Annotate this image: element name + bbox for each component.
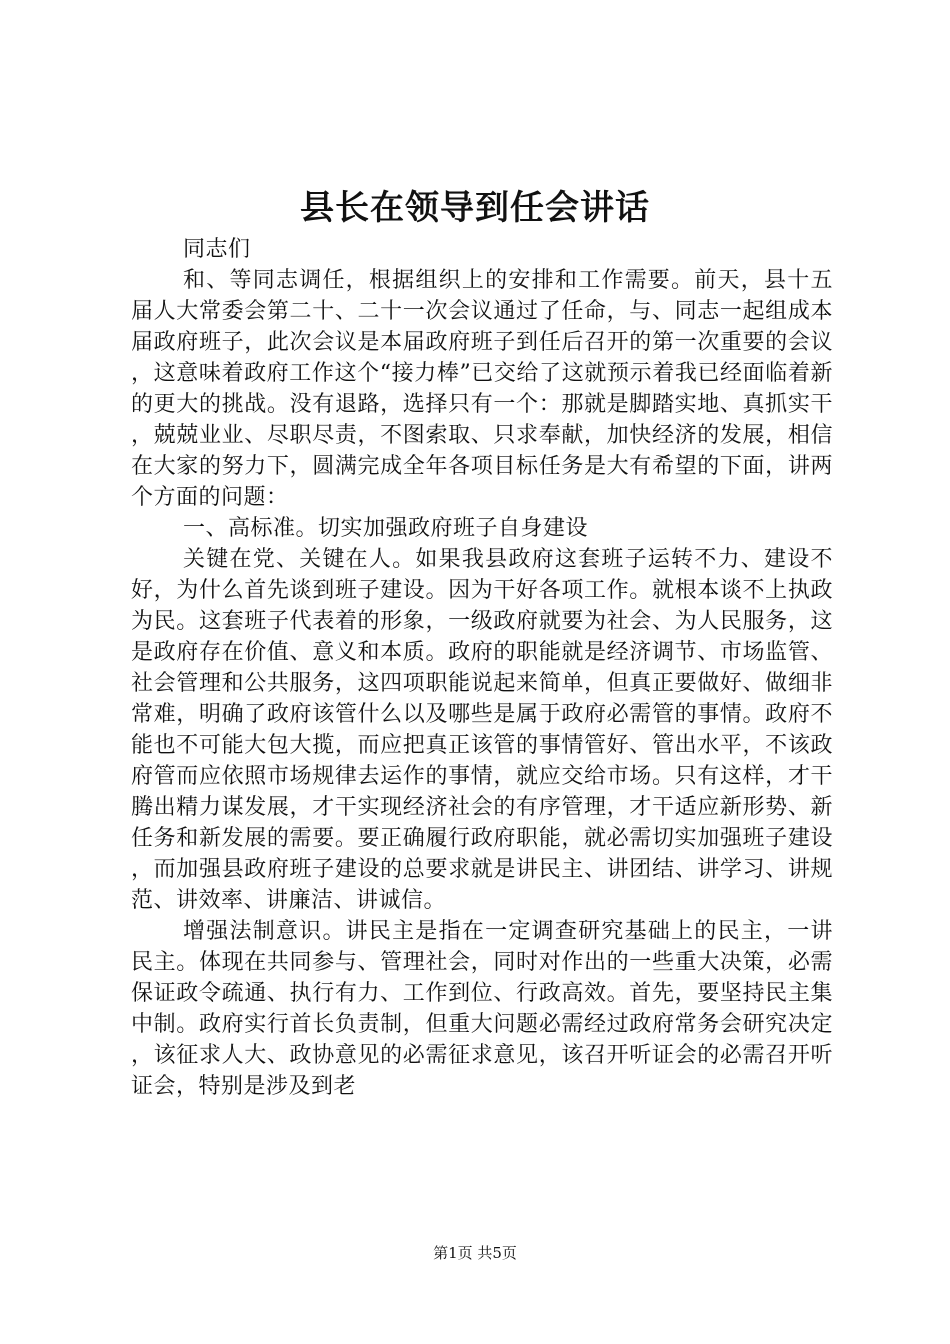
- paragraph-democracy: 增强法制意识。讲民主是指在一定调查研究基础上的民主，一讲民主。体现在共同参与、管理社会，同时对作出的一些重大决策，必需保证政令疏通、执行有力、工作到位、行政高效。首先，要坚持民主集中制。政府实行首长负责制，但重大问题必需经过政府常务会研究决定，该征求人大、政协意见的必需征求意见，该召开听证会的必需召开听证会，特别是涉及到老: [131, 919, 833, 1099]
- document-title: 县长在领导到任会讲话: [300, 188, 650, 228]
- paragraph-salutation: 同志们: [183, 237, 251, 262]
- section-heading-one: 一、高标准。切实加强政府班子自身建设: [183, 516, 589, 541]
- document-body: [131, 234, 833, 1102]
- paragraph-opening: 和、等同志调任，根据组织上的安排和工作需要。前天，县十五届人大常委会第二十、二十一次会议通过了任命，与、同志一起组成本届政府班子，此次会议是本届政府班子到任后召开的第一次重要的会议，这意味着政府工作这个“接力棒”已交给了这就预示着我已经面临着新的更大的挑战。没有退路，选择只有一个：那就是脚踏实地、真抓实干，兢兢业业、尽职尽责，不图索取、只求奉献，加快经济的发展，相信在大家的努力下，圆满完成全年各项目标任务是大有希望的下面，讲两个方面的问题：: [131, 268, 833, 510]
- paragraph-team-building: 关键在党、关键在人。如果我县政府这套班子运转不力、建设不好，为什么首先谈到班子建设。因为干好各项工作。就根本谈不上执政为民。这套班子代表着的形象，一级政府就要为社会、为人民服务，这是政府存在价值、意义和本质。政府的职能就是经济调节、市场监管、社会管理和公共服务，这四项职能说起来简单，但真正要做好、做细非常难，明确了政府该管什么以及哪些是属于政府必需管的事情。政府不能也不可能大包大揽，而应把真正该管的事情管好、管出水平，不该政府管而应依照市场规律去运作的事情，就应交给市场。只有这样，才干腾出精力谋发展，才干实现经济社会的有序管理，才干适应新形势、新任务和新发展的需要。要正确履行政府职能，就必需切实加强班子建设，而加强县政府班子建设的总要求就是讲民主、讲团结、讲学习、讲规范、讲效率、讲廉洁、讲诚信。: [131, 547, 833, 913]
- page-number-footer: 第1页 共5页: [433, 1244, 517, 1262]
